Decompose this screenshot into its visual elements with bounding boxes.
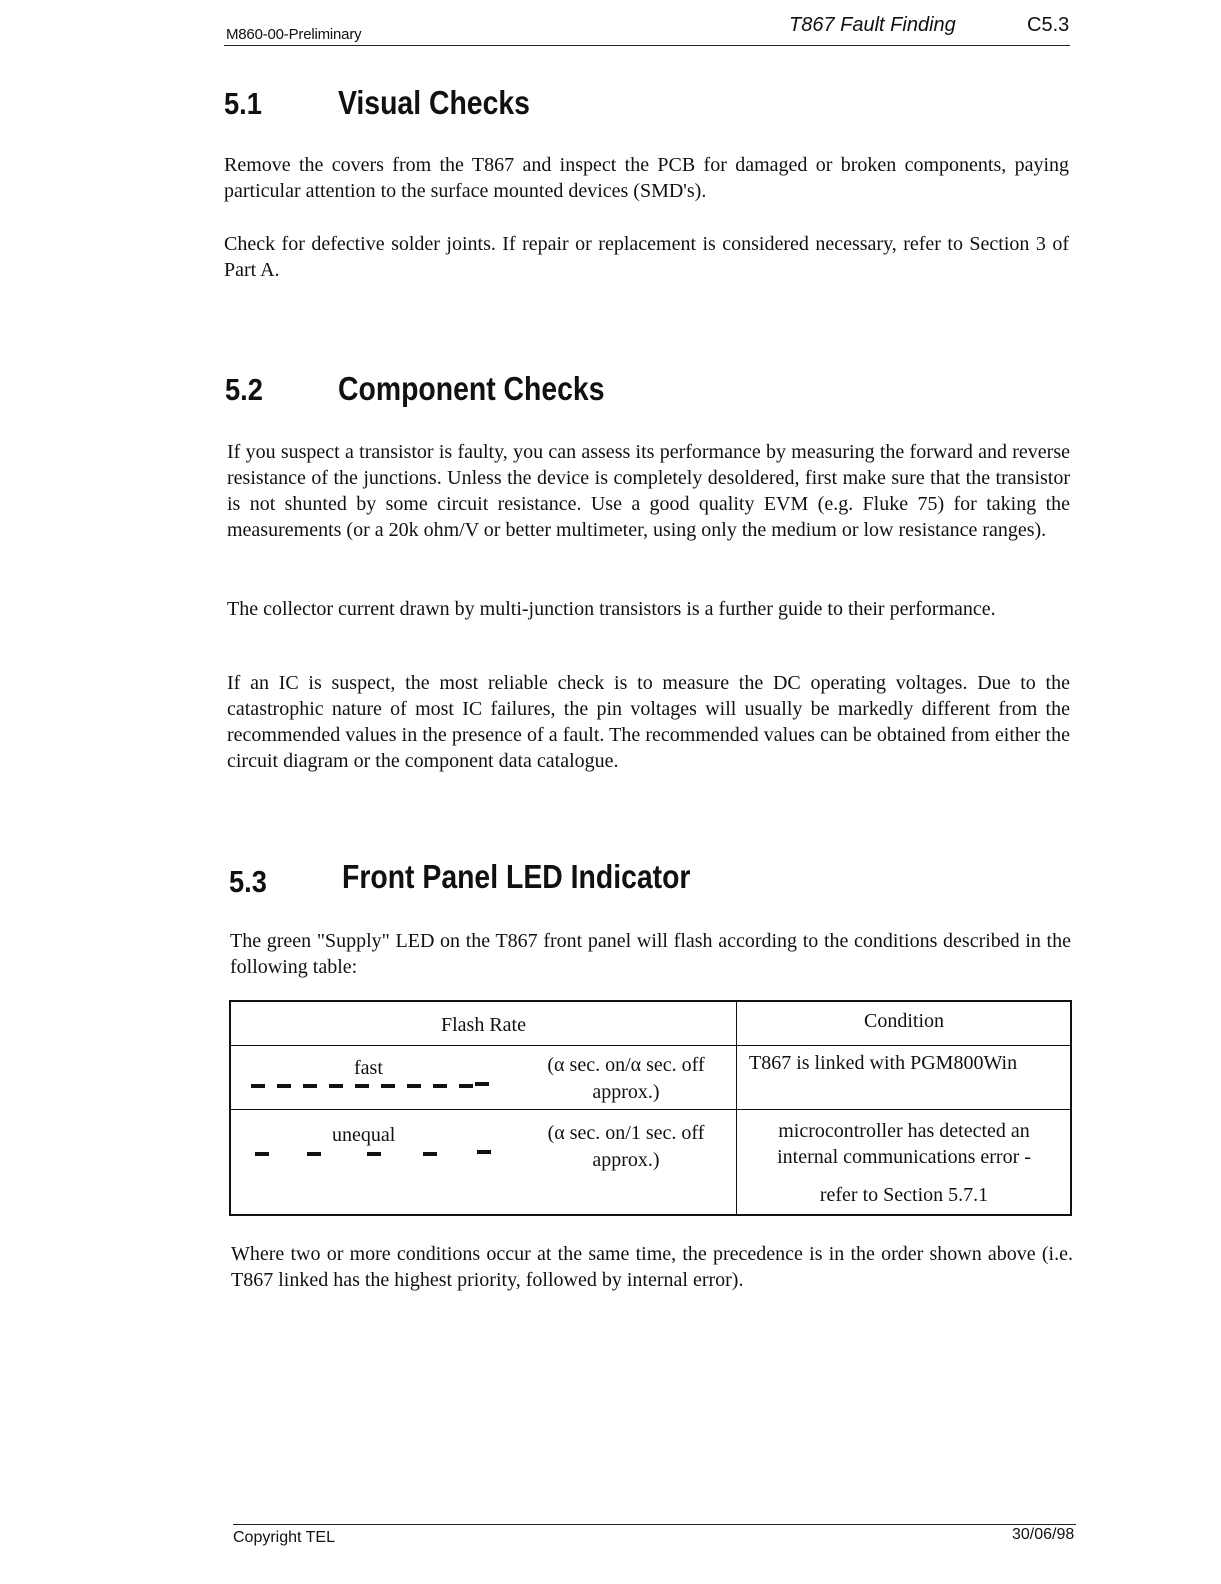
header-doc-id: M860-00-Preliminary [226, 26, 362, 43]
condition-text: T867 is linked with PGM800Win [749, 1052, 1018, 1074]
condition-text: microcontroller has detected an [778, 1120, 1030, 1142]
section-title: Component Checks [338, 370, 605, 407]
table-header-divider [231, 1045, 1070, 1046]
paragraph: The collector current drawn by multi-junction transistors is a further guide to their performance. [227, 598, 996, 620]
condition-text: internal communications error - [777, 1146, 1031, 1168]
led-on-dash [433, 1084, 447, 1088]
led-on-dash [255, 1152, 269, 1156]
table-row-divider [231, 1109, 1070, 1110]
led-on-dash [329, 1084, 343, 1088]
footer-date: 30/06/98 [1012, 1526, 1075, 1543]
paragraph: If you suspect a transistor is faulty, you can assess its performance by measuring the forward and reverse resistance of the junctions. Unless the device is completely desoldered, first make sure that the transistor is not shunted by some circuit resistance. Use a good quality EVM (e.g. Fluke 75) for taking the measurements (or a 20k ohm/V or better multimeter, using only the medium or low resistance ranges). [227, 441, 1070, 541]
led-on-dash [307, 1152, 321, 1156]
footer-copyright: Copyright TEL [233, 1529, 335, 1546]
header-page-ref: C5.3 [1027, 14, 1070, 36]
header-chapter-title: T867 Fault Finding [789, 14, 956, 36]
led-on-dash [475, 1082, 489, 1086]
paragraph: If an IC is suspect, the most reliable check is to measure the DC operating voltages. Due to the catastrophic nature of most IC failures, the pin voltages will usually be markedly different from the recommended values in the presence of a fault. The recommended values can be obtained from either the circuit diagram or the component data catalogue. [227, 672, 1070, 772]
led-on-dash [381, 1084, 395, 1088]
led-on-dash [355, 1084, 369, 1088]
table-column-divider [736, 1002, 737, 1214]
flash-timing-line1: (α sec. on/1 sec. off [547, 1122, 705, 1144]
led-on-dash [251, 1084, 265, 1088]
footer-rule [233, 1524, 1076, 1525]
flash-timing-line2: approx.) [592, 1081, 660, 1103]
section-number: 5.1 [224, 86, 262, 121]
led-on-dash [459, 1084, 473, 1088]
flash-timing-line1: (α sec. on/α sec. off [547, 1054, 705, 1076]
flash-rate-name: fast [354, 1057, 383, 1079]
led-on-dash [303, 1084, 317, 1088]
section-title: Front Panel LED Indicator [342, 858, 691, 895]
header-rule [224, 45, 1070, 46]
paragraph: Check for defective solder joints. If repair or replacement is considered necessary, refer to Section 3 of Part A. [224, 233, 1069, 281]
led-on-dash [277, 1084, 291, 1088]
section-number: 5.2 [225, 372, 263, 407]
paragraph: Where two or more conditions occur at the same time, the precedence is in the order shown above (i.e. T867 linked has the highest priority, followed by internal error). [231, 1243, 1073, 1291]
led-flash-table [229, 1000, 1072, 1216]
led-on-dash [423, 1152, 437, 1156]
table-header-flash-rate: Flash Rate [441, 1014, 526, 1036]
section-number: 5.3 [229, 864, 267, 899]
led-on-dash [477, 1150, 491, 1154]
flash-rate-name: unequal [332, 1124, 396, 1146]
paragraph: The green "Supply" LED on the T867 front panel will flash according to the conditions described in the following table: [230, 930, 1071, 978]
condition-text: refer to Section 5.7.1 [819, 1184, 989, 1206]
flash-timing-line2: approx.) [592, 1149, 660, 1171]
paragraph: Remove the covers from the T867 and inspect the PCB for damaged or broken components, paying particular attention to the surface mounted devices (SMD's). [224, 154, 1069, 202]
led-on-dash [407, 1084, 421, 1088]
table-header-condition: Condition [863, 1010, 944, 1032]
led-on-dash [367, 1152, 381, 1156]
section-title: Visual Checks [338, 84, 530, 121]
